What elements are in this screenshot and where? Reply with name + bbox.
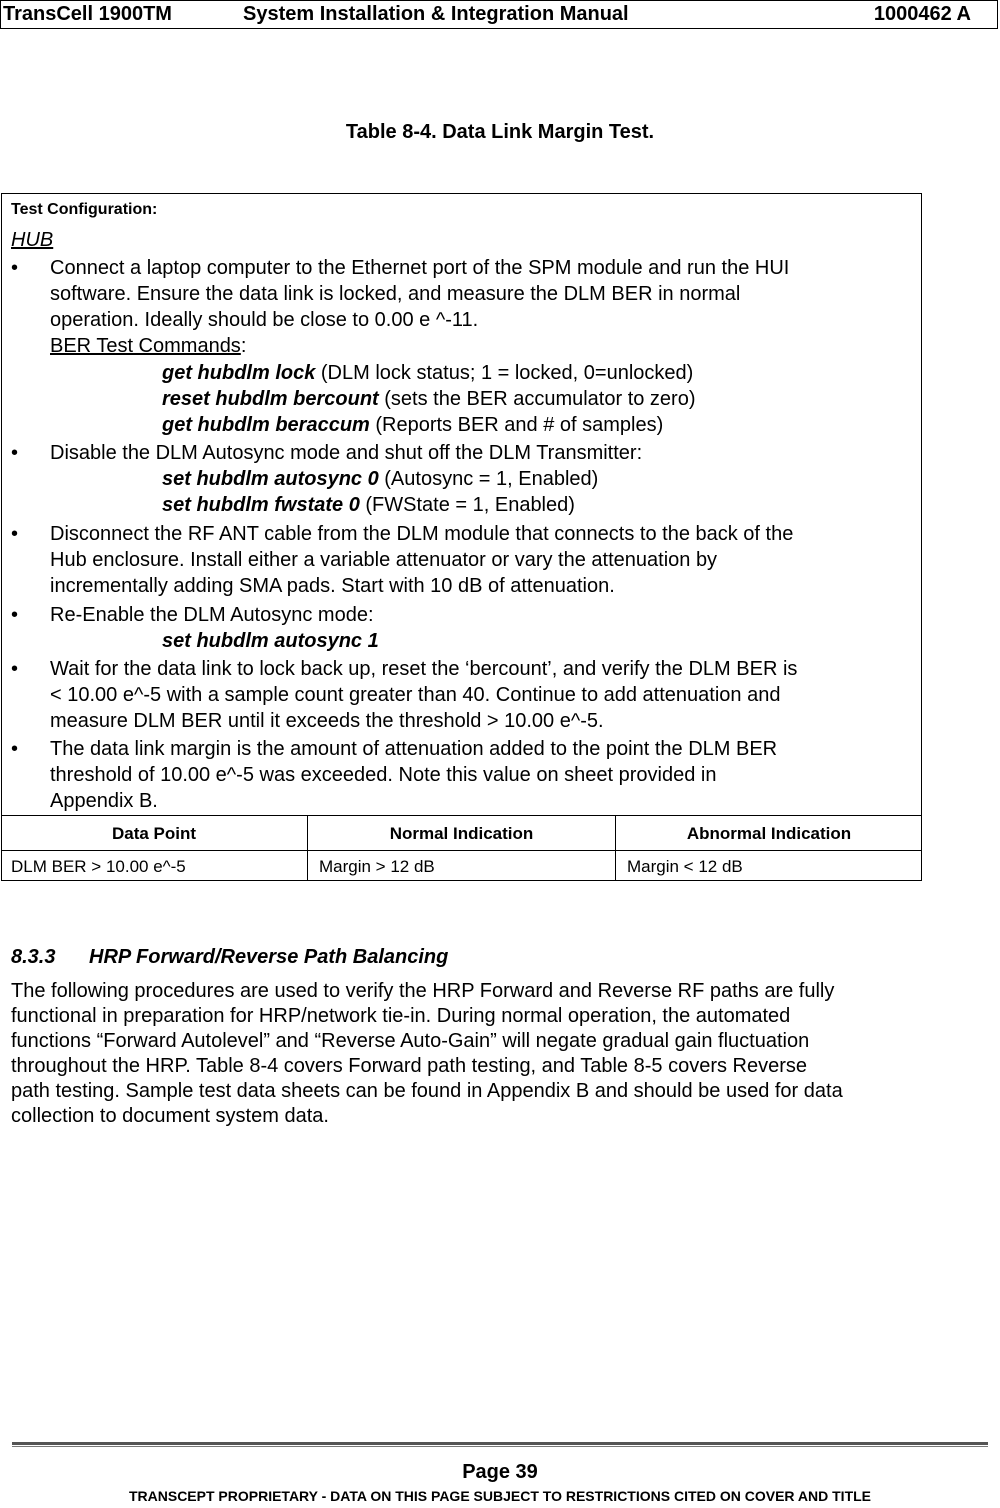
paragraph-line: collection to document system data. [11, 1105, 329, 1127]
footer-rule [12, 1446, 988, 1447]
section-title: HRP Forward/Reverse Path Balancing [89, 946, 449, 968]
bullet: • [11, 738, 19, 760]
command-line: set hubdlm fwstate 0 (FWState = 1, Enabled) [162, 494, 575, 516]
section-paragraph [11, 979, 986, 1129]
hub-label: HUB [11, 229, 54, 251]
step-3-line: Disconnect the RF ANT cable from the DLM module that connects to the back of the [50, 523, 794, 545]
table-cell: DLM BER > 10.00 e^-5 [11, 857, 186, 876]
column-header: Normal Indication [389, 824, 534, 843]
column-header: Data Point [111, 824, 197, 843]
section-number: 8.3.3 [11, 946, 56, 968]
table-title: Table 8-4. Data Link Margin Test. [345, 121, 655, 143]
bullet: • [11, 257, 19, 279]
step-5-line: < 10.00 e^-5 with a sample count greater than 40. Continue to add attenuation and [50, 684, 781, 706]
bullet: • [11, 658, 19, 680]
command-line: get hubdlm beraccum (Reports BER and # of samples) [162, 414, 664, 436]
footer-rule [12, 1442, 988, 1445]
header-manual-title: System Installation & Integration Manual [243, 3, 629, 25]
step-6-line: Appendix B. [50, 790, 158, 812]
bullet: • [11, 442, 19, 464]
table-cell: Margin < 12 dB [627, 857, 743, 876]
column-header: Abnormal Indication [686, 824, 852, 843]
step-3-line: Hub enclosure. Install either a variable attenuator or vary the attenuation by [50, 549, 718, 571]
step-6-line: threshold of 10.00 e^-5 was exceeded. Note this value on sheet provided in [50, 764, 717, 786]
table-divider [1, 850, 922, 851]
page-header [0, 0, 998, 29]
command-line: reset hubdlm bercount (sets the BER accumulator to zero) [162, 388, 696, 410]
paragraph-line: throughout the HRP. Table 8-4 covers Forward path testing, and Table 8-5 covers Reverse [11, 1055, 808, 1077]
step-4-line: Re-Enable the DLM Autosync mode: [50, 604, 374, 626]
step-1-line: Connect a laptop computer to the Ethernet port of the SPM module and run the HUI [50, 257, 790, 279]
step-5-line: measure DLM BER until it exceeds the threshold > 10.00 e^-5. [50, 710, 604, 732]
bullet: • [11, 604, 19, 626]
table-divider [1, 815, 922, 816]
step-2-line: Disable the DLM Autosync mode and shut off the DLM Transmitter: [50, 442, 643, 464]
step-6-line: The data link margin is the amount of attenuation added to the point the DLM BER [50, 738, 778, 760]
command-line: get hubdlm lock (DLM lock status; 1 = locked, 0=unlocked) [162, 362, 694, 384]
bullet: • [11, 523, 19, 545]
table-cell: Margin > 12 dB [319, 857, 435, 876]
section-heading [11, 946, 448, 969]
command-line: set hubdlm autosync 1 [162, 630, 379, 652]
command-line: set hubdlm autosync 0 (Autosync = 1, Enabled) [162, 468, 599, 490]
step-1-line: operation. Ideally should be close to 0.00 e ^-11. [50, 309, 479, 331]
paragraph-line: The following procedures are used to verify the HRP Forward and Reverse RF paths are fully [11, 980, 835, 1002]
paragraph-line: functional in preparation for HRP/network tie-in. During normal operation, the automated [11, 1005, 791, 1027]
step-5-line: Wait for the data link to lock back up, reset the ‘bercount’, and verify the DLM BER is [50, 658, 798, 680]
page-number: Page 39 [462, 1461, 538, 1483]
step-3-line: incrementally adding SMA pads. Start with 10 dB of attenuation. [50, 575, 615, 597]
proprietary-notice: TRANSCEPT PROPRIETARY - DATA ON THIS PAGE SUBJECT TO RESTRICTIONS CITED ON COVER AND TITLE [128, 1488, 872, 1504]
header-product: TransCell 1900TM [3, 3, 172, 25]
test-configuration-label: Test Configuration: [11, 201, 158, 218]
paragraph-line: path testing. Sample test data sheets can be found in Appendix B and should be used for data [11, 1080, 843, 1102]
paragraph-line: functions “Forward Autolevel” and “Reverse Auto-Gain” will negate gradual gain fluctuation [11, 1030, 810, 1052]
ber-test-commands-label: BER Test Commands: [50, 335, 247, 357]
header-doc-number: 1000462 A [873, 3, 971, 25]
step-1-line: software. Ensure the data link is locked, and measure the DLM BER in normal [50, 283, 741, 305]
